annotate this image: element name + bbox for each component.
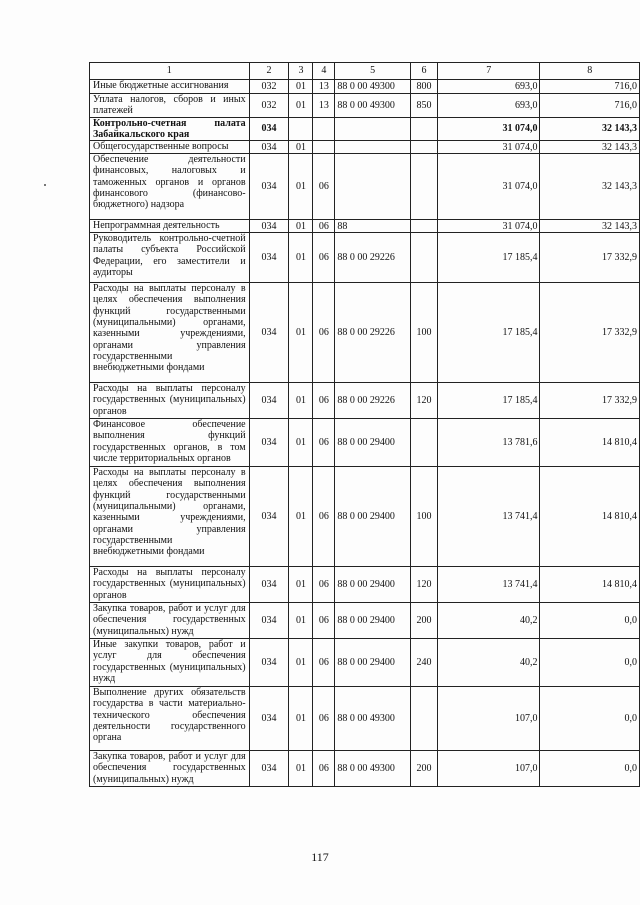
code-cell: 032 <box>249 80 289 94</box>
subsection-cell: 06 <box>313 467 335 567</box>
section-cell: 01 <box>289 639 313 687</box>
target-article-cell: 88 0 00 29226 <box>335 283 411 383</box>
section-cell <box>289 117 313 141</box>
item-name-cell: Обеспечение деятельности финансовых, налоговых и таможенных органов и органов финансового (финансово-бюджетного) надзора <box>90 154 250 220</box>
code-cell: 034 <box>249 233 289 283</box>
target-article-cell <box>335 117 411 141</box>
table-row <box>90 80 640 94</box>
table-row <box>90 154 640 220</box>
item-name-cell: Закупка товаров, работ и услуг для обеспечения государственных (муниципальных) нужд <box>90 603 250 639</box>
amount-year2-cell: 32 143,3 <box>540 117 640 141</box>
section-cell: 01 <box>289 94 313 118</box>
amount-year1-cell: 693,0 <box>437 80 539 94</box>
amount-year1-cell: 17 185,4 <box>437 233 539 283</box>
target-article-cell: 88 0 00 49300 <box>335 80 411 94</box>
subsection-cell: 06 <box>313 603 335 639</box>
column-number-cell: 4 <box>313 63 335 80</box>
subsection-cell: 06 <box>313 154 335 220</box>
expense-type-cell <box>411 141 438 154</box>
amount-year2-cell: 716,0 <box>540 94 640 118</box>
section-cell: 01 <box>289 220 313 233</box>
subsection-cell: 06 <box>313 567 335 603</box>
item-name-cell: Расходы на выплаты персоналу государственных (муниципальных) органов <box>90 567 250 603</box>
item-name-cell: Выполнение других обязательств государства в части материально-технического обеспечения деятельности государственного органа <box>90 687 250 751</box>
expense-type-cell: 120 <box>411 567 438 603</box>
amount-year1-cell: 693,0 <box>437 94 539 118</box>
subsection-cell: 06 <box>313 233 335 283</box>
item-name-cell: Расходы на выплаты персоналу в целях обеспечения выполнения функций государственными (муниципальными) органами, казенными учреждениями, органами управления государственными внебюджетными фондами <box>90 283 250 383</box>
subsection-cell: 06 <box>313 419 335 467</box>
code-cell: 034 <box>249 383 289 419</box>
expense-type-cell <box>411 687 438 751</box>
target-article-cell: 88 <box>335 220 411 233</box>
table-row <box>90 94 640 118</box>
expense-type-cell <box>411 233 438 283</box>
column-number-cell: 8 <box>540 63 640 80</box>
item-name-cell: Иные бюджетные ассигнования <box>90 80 250 94</box>
table-row <box>90 603 640 639</box>
target-article-cell: 88 0 00 29400 <box>335 603 411 639</box>
amount-year1-cell: 31 074,0 <box>437 154 539 220</box>
subsection-cell: 06 <box>313 751 335 787</box>
expense-type-cell: 120 <box>411 383 438 419</box>
amount-year2-cell: 14 810,4 <box>540 567 640 603</box>
amount-year1-cell: 40,2 <box>437 639 539 687</box>
subsection-cell: 06 <box>313 383 335 419</box>
item-name-cell: Руководитель контрольно-счетной палаты субъекта Российской Федерации, его заместители и аудиторы <box>90 233 250 283</box>
section-cell: 01 <box>289 383 313 419</box>
subsection-cell: 06 <box>313 283 335 383</box>
item-name-cell: Финансовое обеспечение выполнения функций государственных органов, в том числе территориальных органов <box>90 419 250 467</box>
amount-year2-cell: 32 143,3 <box>540 141 640 154</box>
target-article-cell <box>335 141 411 154</box>
amount-year2-cell: 0,0 <box>540 639 640 687</box>
amount-year2-cell: 32 143,3 <box>540 154 640 220</box>
table-header-row <box>90 63 640 80</box>
expense-type-cell: 850 <box>411 94 438 118</box>
target-article-cell: 88 0 00 29226 <box>335 383 411 419</box>
column-number-cell: 7 <box>437 63 539 80</box>
subsection-cell: 06 <box>313 687 335 751</box>
section-cell: 01 <box>289 603 313 639</box>
code-cell: 034 <box>249 639 289 687</box>
amount-year2-cell: 0,0 <box>540 603 640 639</box>
section-cell: 01 <box>289 567 313 603</box>
column-number-cell: 6 <box>411 63 438 80</box>
code-cell: 034 <box>249 603 289 639</box>
expense-type-cell <box>411 117 438 141</box>
amount-year1-cell: 17 185,4 <box>437 383 539 419</box>
section-cell: 01 <box>289 80 313 94</box>
expense-type-cell: 240 <box>411 639 438 687</box>
column-number-cell: 2 <box>249 63 289 80</box>
amount-year2-cell: 14 810,4 <box>540 467 640 567</box>
code-cell: 034 <box>249 117 289 141</box>
item-name-cell: Общегосударственные вопросы <box>90 141 250 154</box>
table-row <box>90 751 640 787</box>
subsection-cell: 06 <box>313 220 335 233</box>
expense-type-cell: 100 <box>411 283 438 383</box>
code-cell: 034 <box>249 220 289 233</box>
section-cell: 01 <box>289 233 313 283</box>
item-name-cell: Расходы на выплаты персоналу в целях обеспечения выполнения функций государственными (муниципальными) органами, казенными учреждениями, органами управления государственными внебюджетными фондами <box>90 467 250 567</box>
amount-year2-cell: 0,0 <box>540 751 640 787</box>
column-number-cell: 1 <box>90 63 250 80</box>
page-number: 117 <box>311 850 329 864</box>
amount-year2-cell: 32 143,3 <box>540 220 640 233</box>
table-row <box>90 639 640 687</box>
amount-year2-cell: 17 332,9 <box>540 283 640 383</box>
budget-table <box>89 62 640 787</box>
table-row <box>90 419 640 467</box>
expense-type-cell <box>411 419 438 467</box>
item-name-cell: Закупка товаров, работ и услуг для обеспечения государственных (муниципальных) нужд <box>90 751 250 787</box>
subsection-cell: 06 <box>313 639 335 687</box>
section-cell: 01 <box>289 154 313 220</box>
amount-year1-cell: 13 741,4 <box>437 467 539 567</box>
amount-year1-cell: 13 781,6 <box>437 419 539 467</box>
table-row <box>90 383 640 419</box>
code-cell: 034 <box>249 419 289 467</box>
amount-year2-cell: 17 332,9 <box>540 233 640 283</box>
amount-year2-cell: 14 810,4 <box>540 419 640 467</box>
code-cell: 034 <box>249 687 289 751</box>
scan-speck <box>44 184 46 186</box>
amount-year2-cell: 0,0 <box>540 687 640 751</box>
target-article-cell: 88 0 00 29400 <box>335 639 411 687</box>
amount-year1-cell: 107,0 <box>437 751 539 787</box>
table-row <box>90 283 640 383</box>
code-cell: 034 <box>249 567 289 603</box>
target-article-cell: 88 0 00 49300 <box>335 751 411 787</box>
section-cell: 01 <box>289 751 313 787</box>
item-name-cell: Расходы на выплаты персоналу государственных (муниципальных) органов <box>90 383 250 419</box>
amount-year1-cell: 17 185,4 <box>437 283 539 383</box>
column-number-cell: 3 <box>289 63 313 80</box>
expense-type-cell: 200 <box>411 751 438 787</box>
amount-year1-cell: 31 074,0 <box>437 141 539 154</box>
target-article-cell: 88 0 00 49300 <box>335 687 411 751</box>
expense-type-cell <box>411 220 438 233</box>
subsection-cell: 13 <box>313 80 335 94</box>
amount-year1-cell: 31 074,0 <box>437 117 539 141</box>
subsection-cell: 13 <box>313 94 335 118</box>
code-cell: 034 <box>249 467 289 567</box>
target-article-cell: 88 0 00 29226 <box>335 233 411 283</box>
subsection-cell <box>313 117 335 141</box>
amount-year2-cell: 716,0 <box>540 80 640 94</box>
code-cell: 034 <box>249 141 289 154</box>
section-cell: 01 <box>289 419 313 467</box>
table-row <box>90 567 640 603</box>
code-cell: 034 <box>249 283 289 383</box>
amount-year1-cell: 13 741,4 <box>437 567 539 603</box>
table-row <box>90 467 640 567</box>
code-cell: 032 <box>249 94 289 118</box>
item-name-cell: Иные закупки товаров, работ и услуг для обеспечения государственных (муниципальных) нужд <box>90 639 250 687</box>
expense-type-cell: 800 <box>411 80 438 94</box>
code-cell: 034 <box>249 751 289 787</box>
subsection-cell <box>313 141 335 154</box>
amount-year2-cell: 17 332,9 <box>540 383 640 419</box>
item-name-cell: Непрограммная деятельность <box>90 220 250 233</box>
expense-type-cell: 100 <box>411 467 438 567</box>
section-cell: 01 <box>289 283 313 383</box>
table-row <box>90 117 640 141</box>
table-row <box>90 141 640 154</box>
code-cell: 034 <box>249 154 289 220</box>
section-cell: 01 <box>289 687 313 751</box>
item-name-cell: Контрольно-счетная палата Забайкальского края <box>90 117 250 141</box>
amount-year1-cell: 40,2 <box>437 603 539 639</box>
column-number-cell: 5 <box>335 63 411 80</box>
table-row <box>90 220 640 233</box>
expense-type-cell <box>411 154 438 220</box>
table-row <box>90 233 640 283</box>
target-article-cell: 88 0 00 49300 <box>335 94 411 118</box>
target-article-cell: 88 0 00 29400 <box>335 467 411 567</box>
section-cell: 01 <box>289 467 313 567</box>
target-article-cell: 88 0 00 29400 <box>335 419 411 467</box>
target-article-cell <box>335 154 411 220</box>
item-name-cell: Уплата налогов, сборов и иных платежей <box>90 94 250 118</box>
target-article-cell: 88 0 00 29400 <box>335 567 411 603</box>
amount-year1-cell: 107,0 <box>437 687 539 751</box>
table-row <box>90 687 640 751</box>
amount-year1-cell: 31 074,0 <box>437 220 539 233</box>
expense-type-cell: 200 <box>411 603 438 639</box>
section-cell: 01 <box>289 141 313 154</box>
